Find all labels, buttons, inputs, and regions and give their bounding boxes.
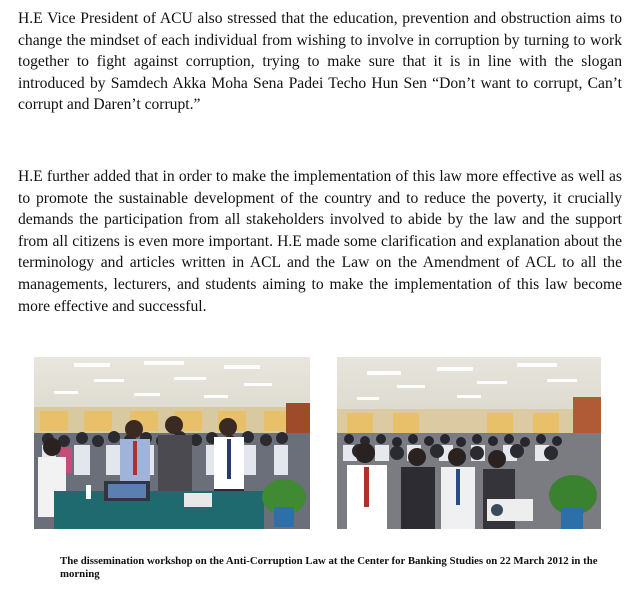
paragraph-implementation: H.E further added that in order to make the implementation of this law more effective as well as to promote the sustainable development of the country and to reduce the poverty, it crucially demands the participation from all stakeholders involved to abide by the law and the support from all citizens is even more important. H.E made some clarification and explanation about the terminology and articles written in ACL and the Law on the Amendment of ACL to all the managements, lecturers, and students aiming to make the implementation of this law become more effective and successful. — [18, 168, 622, 315]
workshop-photo-seated — [337, 357, 601, 529]
workshop-photo-standing — [34, 357, 310, 529]
workshop-photo-standing-scene — [34, 357, 310, 529]
photo-caption: The dissemination workshop on the Anti-Corruption Law at the Center for Banking Studies on 22 March 2012 in the morning — [60, 555, 598, 580]
workshop-photo-seated-scene — [337, 357, 601, 529]
paragraph-vice-president: H.E Vice President of ACU also stressed that the education, prevention and obstruction aims to change the mindset of each individual from wishing to involve in corruption by turning to work together to fight against corruption, trying to make sure that it is in line with the slogan introduced by Samdech Akka Moha Sena Padei Techo Hun Sen “Don’t want to corrupt, Can’t corrupt and Daren’t corrupt.” — [18, 10, 622, 114]
